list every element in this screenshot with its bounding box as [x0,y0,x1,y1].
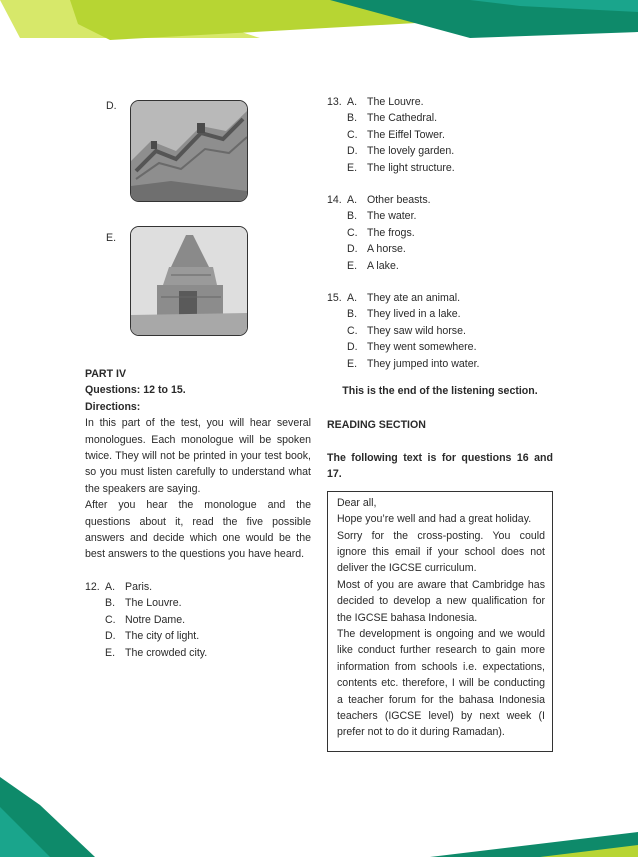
option-letter: C. [347,226,358,239]
option-text: The crowded city. [125,646,208,659]
option-text: Other beasts. [367,194,431,207]
option-text: The Cathedral. [367,112,438,125]
bottom-decoration [0,777,638,857]
option-letter: D. [105,630,116,643]
option-text: They lived in a lake. [367,308,461,321]
option-text: Notre Dame. [125,613,186,626]
email-paragraph: Sorry for the cross-posting. You could ignore this email if your school does not deliver the IGCSE curriculum. [337,529,545,575]
option-text: The light structure. [367,161,455,174]
option-text: The lovely garden. [367,145,455,158]
option-letter: A. [347,292,358,305]
option-letter: C. [105,613,116,626]
option-letter: A. [105,580,116,593]
part-title: PART IV [85,368,127,380]
email-paragraph: Most of you are aware that Cambridge has decided to develop a new qualification for the IGCSE bahasa Indonesia. [337,578,545,624]
picture-option-d [85,94,311,226]
option-letter: E. [105,646,116,659]
reading-section-title: READING SECTION [327,418,426,431]
option-letter: D. [347,341,358,354]
option-letter: C. [347,128,358,141]
option-text: The Louvre. [367,96,424,108]
option-text: Paris. [125,580,153,593]
directions-paragraph-1: In this part of the test, you will hear several monologues. Each monologue will be spoken twice. They will not be printed in your test book, so you must listen carefully to understand what the speakers are saying. [85,417,311,495]
question-number: 15. [327,292,342,305]
option-letter: A. [347,96,358,108]
option-text: The water. [367,210,417,223]
picture-option-e [85,226,311,366]
temple-photo [130,226,248,336]
option-letter: B. [347,308,358,321]
option-letter: E. [347,259,358,272]
great-wall-photo [130,100,248,202]
option-text: They went somewhere. [367,341,477,354]
option-letter: B. [105,597,116,610]
question-12 [85,579,311,661]
reading-intro: The following text is for questions 16 and 17. [327,451,553,481]
email-greeting: Dear all, [337,496,377,509]
option-text: The Louvre. [125,597,182,610]
left-column [85,94,311,661]
option-text: A lake. [367,259,399,272]
question-number: 12. [85,580,100,593]
question-number: 14. [327,194,342,207]
question-13 [327,94,553,176]
email-text-box [327,491,553,752]
option-text: The Eiffel Tower. [367,128,445,141]
option-text: They jumped into water. [367,357,480,370]
directions-paragraph-2: After you hear the monologue and the questions about it, read the five possible answers and decide which one would be the best answers to the questions you have heard. [85,499,311,561]
questions-range: Questions: 12 to 15. [85,384,186,397]
question-14 [327,192,553,274]
option-letter: D. [347,243,358,256]
end-of-listening-note: This is the end of the listening section. [342,385,538,398]
option-text: A horse. [367,243,406,256]
option-letter: D. [347,145,358,158]
option-text: They ate an animal. [367,292,461,305]
option-letter: C. [347,324,358,337]
option-letter: A. [347,194,358,207]
option-letter: B. [347,210,358,223]
right-column [327,94,553,752]
picture-letter: D. [106,100,117,112]
email-paragraph: The development is ongoing and we would like conduct further research to gain more information from schools i.e. expectations, contents etc. therefore, I will be conducting a teacher forum for the bahasa Indonesia teachers (IGCSE level) by next week (I prefer not to do it during Ramadan). [337,627,545,739]
directions-label: Directions: [85,400,141,413]
option-text: The city of light. [125,630,200,643]
option-letter: E. [347,357,358,370]
picture-letter: E. [106,232,117,244]
option-letter: E. [347,161,358,174]
question-number: 13. [327,96,342,108]
email-paragraph: Hope you’re well and had a great holiday. [337,513,532,526]
option-text: The frogs. [367,226,415,239]
option-letter: B. [347,112,358,125]
question-15 [327,290,553,372]
top-decoration [0,0,638,60]
option-text: They saw wild horse. [367,324,466,337]
